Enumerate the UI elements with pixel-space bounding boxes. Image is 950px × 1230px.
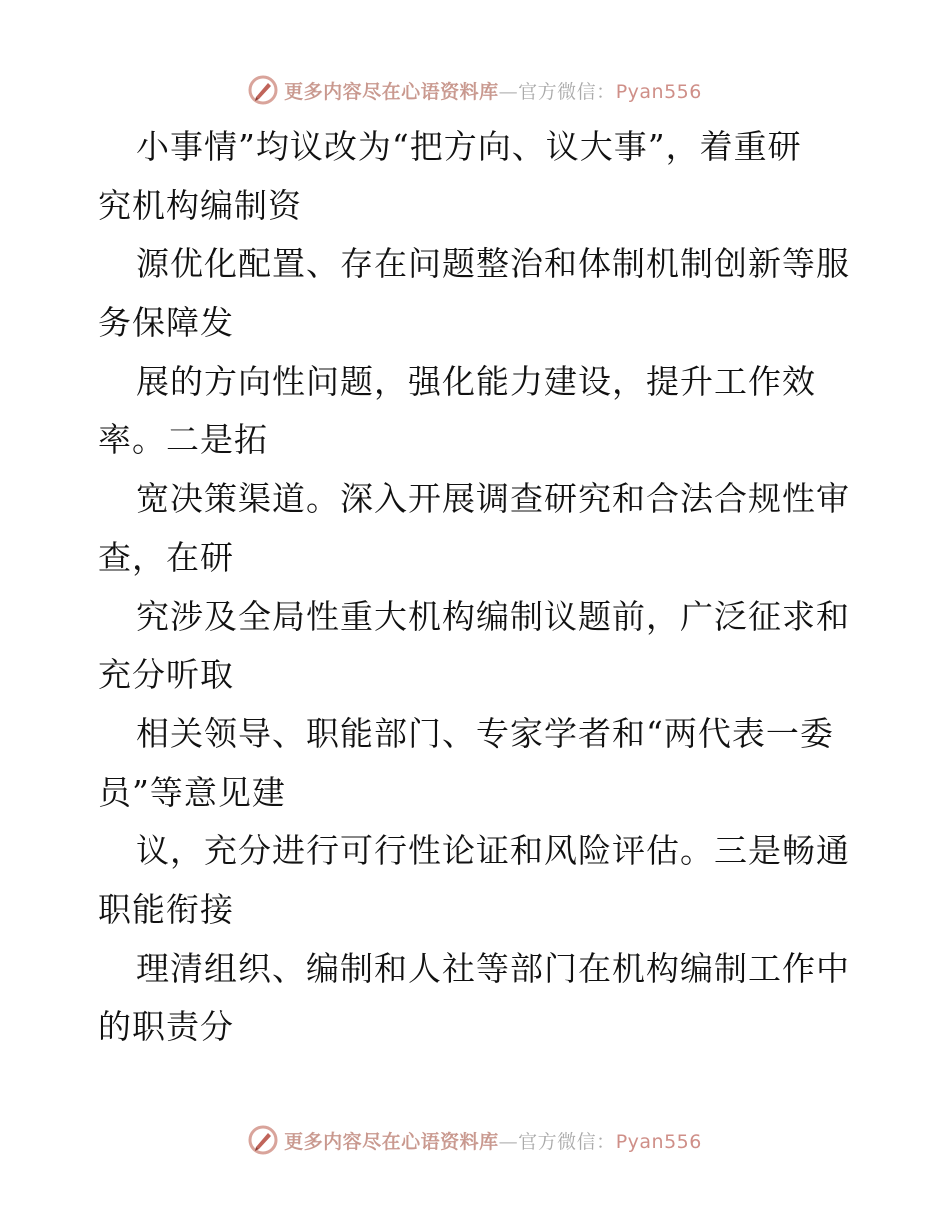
watermark-wechat-id: Pyan556 [615, 80, 702, 103]
text-line: 员”等意见建 [98, 772, 286, 812]
text-line: 相关领导、职能部门、专家学者和“两代表一委 [136, 713, 834, 753]
pen-logo-icon [248, 75, 278, 105]
watermark-separator: — [498, 80, 519, 103]
text-line: 充分听取 [98, 655, 234, 695]
watermark-label: 官方微信： [518, 1130, 616, 1153]
watermark-label: 官方微信： [518, 80, 616, 103]
text-line: 展的方向性问题，强化能力建设，提升工作效 [136, 361, 816, 401]
watermark-text [284, 1127, 702, 1154]
text-line: 务保障发 [98, 303, 234, 343]
text-line: 议，充分进行可行性论证和风险评估。三是畅通 [136, 831, 850, 871]
text-line: 理清组织、编制和人社等部门在机构编制工作中 [136, 948, 850, 988]
text-line: 究涉及全局性重大机构编制议题前，广泛征求和 [136, 596, 850, 636]
watermark-text [284, 77, 702, 104]
document-body [98, 118, 858, 1057]
watermark-wechat-id: Pyan556 [615, 1130, 702, 1153]
watermark-separator: — [498, 1130, 519, 1153]
text-line: 查，在研 [98, 537, 234, 577]
watermark-brand: 更多内容尽在心语资料库 [284, 80, 499, 103]
text-line: 率。二是拓 [98, 420, 268, 460]
text-line: 源优化配置、存在问题整治和体制机制创新等服 [136, 244, 850, 284]
header-watermark [0, 70, 950, 110]
text-line: 职能衔接 [98, 889, 234, 929]
watermark-brand: 更多内容尽在心语资料库 [284, 1130, 499, 1153]
text-line: 宽决策渠道。深入开展调查研究和合法合规性审 [136, 479, 850, 519]
text-line: 小事情”均议改为“把方向、议大事”，着重研 [136, 127, 802, 166]
text-line: 的职责分 [98, 1007, 234, 1047]
pen-logo-icon [248, 1125, 278, 1155]
text-line: 究机构编制资 [98, 185, 302, 225]
footer-watermark [0, 1120, 950, 1160]
